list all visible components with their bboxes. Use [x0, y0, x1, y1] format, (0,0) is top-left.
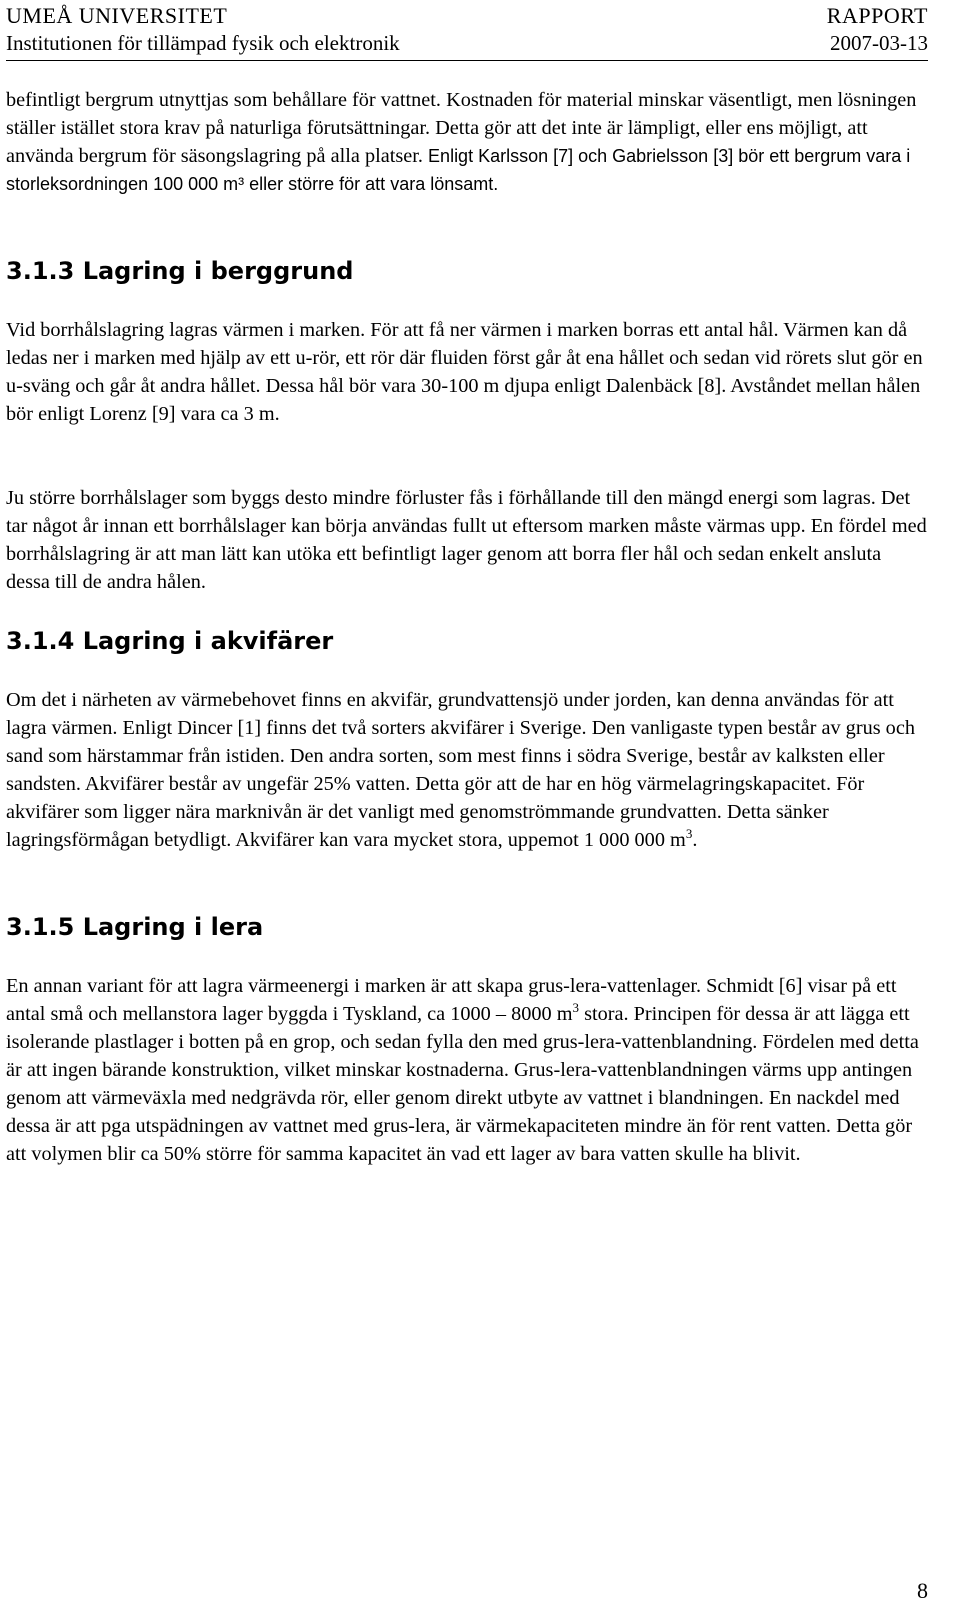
university-name: UMEÅ UNIVERSITET: [6, 3, 228, 28]
section-heading-313: 3.1.3 Lagring i berggrund: [6, 257, 354, 285]
section-315-paragraph: [6, 972, 928, 1168]
superscript-3: 3: [685, 826, 693, 842]
section-315-text-b: stora. Principen för dessa är att lägga ett isolerande plastlager i botten på en grop, och sedan fylla den med grus-lera-vattenblandning. Fördelen med detta är att ingen bärande konstruktion, vilket minskar kostnaderna. Grus-lera-vattenblandningen värms upp antingen genom att värmeväxla med nedgrävda rör, eller genom direkt utbyte av vattnet i blandningen. En nackdel med dessa är att pga utspädningen av vattnet med grus-lera, är värmekapaciteten mindre än för rent vatten. Detta gör att volymen blir ca 50% större för samma kapacitet än vad ett lager av bara vatten skulle ha blivit.: [6, 1003, 919, 1165]
section-314-end: .: [692, 829, 698, 851]
page-number: 8: [917, 1578, 928, 1603]
department-name: Institutionen för tillämpad fysik och elektronik: [6, 31, 400, 55]
intro-text: befintligt bergrum utnyttjas som behållare för vattnet. Kostnaden för material minskar väsentligt, men lösningen ställer istället stora krav på naturliga förutsättningar. Detta gör att det inte är lämpligt, eller ens möjligt, att använda bergrum för säsongslagring på alla platser.: [6, 89, 917, 167]
section-314-text: Om det i närheten av värmebehovet finns en akvifär, grundvattensjö under jorden, kan denna användas för att lagra värmen. Enligt Dincer [1] finns det två sorters akvifärer i Sverige. Den vanligaste typen består av grus och sand som härstammar från istiden. Den andra sorten, som mest finns i södra Sverige, består av kalksten eller sandsten. Akvifärer består av ungefär 25% vatten. Detta gör att de har en hög värmelagringskapacitet. För akvifärer som ligger nära marknivån är det vanligt med genomströmmande grundvatten. Detta sänker lagringsförmågan betydligt. Akvifärer kan vara mycket stora, uppemot 1 000 000 m: [6, 689, 915, 851]
section-313-text-2: Ju större borrhålslager som byggs desto mindre förluster fås i förhållande till den mängd energi som lagras. Det tar något år innan ett borrhålslager kan börja användas fullt ut eftersom marken måste värmas upp. En fördel med borrhålslagring är att man lätt kan utöka ett befintligt lager genom att borra fler hål och sedan enkelt ansluta dessa till de andra hålen.: [6, 487, 927, 593]
superscript-3: 3: [572, 1000, 580, 1016]
page-header-top: [6, 2, 928, 30]
section-313-text-1: Vid borrhålslagring lagras värmen i marken. För att få ner värmen i marken borras ett antal hål. Värmen kan då ledas ner i marken med hjälp av ett u-rör, ett rör där fluiden först går åt ena hållet och sedan vid rörets slut gör en u-sväng och går åt andra hållet. Dessa hål bör vara 30-100 m djupa enligt Dalenbäck [8]. Avståndet mellan hålen bör enligt Lorenz [9] vara ca 3 m.: [6, 319, 923, 425]
section-314-paragraph: [6, 686, 928, 854]
intro-paragraph: [6, 86, 928, 198]
section-313-paragraph-1: [6, 316, 928, 428]
section-heading-314: 3.1.4 Lagring i akvifärer: [6, 627, 334, 655]
document-type: RAPPORT: [826, 3, 928, 28]
section-315-text-a: En annan variant för att lagra värmeenergi i marken är att skapa grus-lera-vattenlager. Schmidt [6] visar på ett antal små och mellanstora lager byggda i Tyskland, ca 1000 – 8000 m: [6, 975, 897, 1025]
section-heading-315: 3.1.5 Lagring i lera: [6, 913, 264, 941]
document-date: 2007-03-13: [830, 31, 928, 55]
page-header-bottom: [6, 30, 928, 56]
section-313-paragraph-2: [6, 484, 928, 596]
intro-sans-text: Enligt Karlsson [7] och Gabrielsson [3] bör ett bergrum vara i storleksordningen 100 000 m³ eller större för att vara lönsamt.: [6, 146, 911, 194]
header-divider: [6, 60, 928, 61]
